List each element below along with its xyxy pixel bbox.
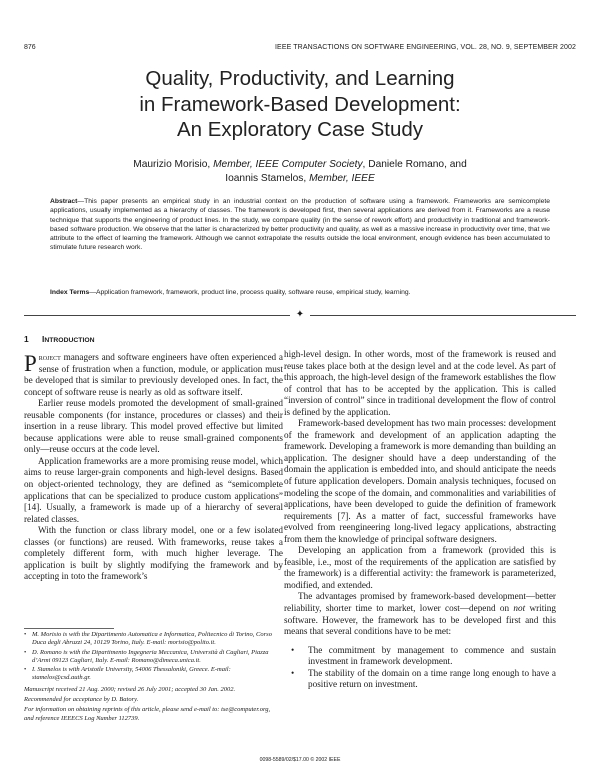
section-number: 1 xyxy=(24,334,29,344)
paragraph-8 xyxy=(284,591,556,637)
bullet-icon: • xyxy=(291,667,295,678)
footnotes xyxy=(24,631,279,723)
diamond-ornament-icon: ✦ xyxy=(295,309,305,320)
footnote-text: M. Morisio is with the Dipartimento Automatica e Informatica, Politecnico di Torino, Corso Duca degli Abruzzi 24, 10129 Torino, Italy. E-mail: morisio@polito.it. xyxy=(32,631,272,647)
bullet-icon: • xyxy=(24,648,27,656)
list-item xyxy=(284,645,556,668)
section-heading xyxy=(24,334,283,346)
smallcaps-lead: roject xyxy=(38,352,61,362)
author-1-role: Member, IEEE Computer Society xyxy=(213,159,363,170)
paragraph-2: Earlier reuse models promoted the development of small-grained reusable components (for instance, procedures or classes) and their insertion in a reuse library. This model proved effective but limited because applications were able to reuse small-grained components only—reuse occurs at the code level. xyxy=(24,398,283,455)
author-3-name: Ioannis Stamelos, xyxy=(225,173,310,184)
paragraph-1-text: managers and software engineers have often experienced a sense of frustration when a function, module, or application must be developed that is similar to previously developed ones. In fact, the concept of software reuse is nearly as old as software itself. xyxy=(24,352,283,397)
footnote-rule xyxy=(24,628,114,629)
paragraph-6: Framework-based development has two main processes: development of the framework and development of an application adapting the framework. Developing a framework is more demanding than building an application. The designer should have a deep understanding of the domain the application is embedded into, and should anticipate the needs of future application developers. Domain analysis techniques, focused on modeling the scope of the domain, and commonalities and variabilities of applications, have been developed to guide the definition of framework requirements [7]. As a matter of fact, successful frameworks have evolved from reengineering long-lived legacy applications, abstracting from them the knowledge of principal software designers. xyxy=(284,418,556,544)
divider-line-right xyxy=(310,315,576,316)
abstract xyxy=(50,197,550,253)
footnote-text: D. Romano is with the Dipartimento Ingegneria Meccanica, Università di Cagliari, Piazza d’Armi 09123 Cagliari, Italy. E-mail: Romano@dimeca.unica.it. xyxy=(32,648,269,664)
title-line-3: An Exploratory Case Study xyxy=(176,118,424,141)
footnote-affiliation-2 xyxy=(24,649,279,666)
author-line-2 xyxy=(0,172,600,186)
abstract-label: Abstract xyxy=(50,198,78,205)
paragraph-3: Application frameworks are a more promising reuse model, which aims to reuse larger-grain components and high-level designs. Based on object-oriented technology, they are defined as “semicomplete applications that can be specialized to produce custom applications” [14]. Usually, a framework is made up of a hierarchy of several related classes. xyxy=(24,455,283,524)
bullet-icon: • xyxy=(24,631,27,638)
paragraph-8-text-a: The advantages promised by framework-based development—better reliability, shorter time to market, lower cost—depend on xyxy=(284,591,556,614)
left-column xyxy=(24,334,283,583)
footnote-affiliation-1 xyxy=(24,631,279,648)
index-terms-text: —Application framework, framework, product line, process quality, software reuse, empirical study, learning. xyxy=(89,289,411,296)
manuscript-dates: Manuscript received 21 Aug. 2000; revised 26 July 2001; accepted 30 Jan. 2002. xyxy=(24,685,236,693)
paragraph-1 xyxy=(24,352,283,398)
bullet-icon: • xyxy=(24,666,27,674)
footnote-text: I. Stamelos is with Aristotle University, 54006 Thessaloniki, Greece. E-mail: stamelos@csd.auth.gr. xyxy=(32,666,231,682)
section-title-rest: NTRODUCTION xyxy=(44,337,95,344)
reprints-info: For information on obtaining reprints of this article, please send e-mail to: tse@computer.org, and reference IEEECS Log Number 112739. xyxy=(24,706,271,722)
author-line-1 xyxy=(0,158,600,172)
page-number: 876 xyxy=(24,44,36,51)
running-header xyxy=(24,44,576,56)
paragraph-4: With the function or class library model, one or a few isolated classes (or functions) are reused. With frameworks, reuse takes a completely different form, with much higher leverage. The application is built by slightly modifying the framework and by accepting in toto the framework’s xyxy=(24,525,283,582)
section-title-initial: I xyxy=(42,334,45,344)
bullet-icon: • xyxy=(291,644,295,655)
author-1-name: Maurizio Morisio, xyxy=(133,159,214,170)
list-item-text: The commitment by management to commence and sustain investment in framework development. xyxy=(308,644,556,667)
divider-line-left xyxy=(24,315,290,316)
abstract-text: —This paper presents an empirical study in an industrial context on the production of software using a framework. Frameworks are semicomplete applications, usually implemented as a hierarchy of classes. The framework is developed first, then several applications are derived from it. Frameworks are a reuse technique that supports the engineering of product lines. In the study, we compare quality (in the sense of rework effort) and productivity in traditional and framework-based software production. We observe that the latter is characterized by better productivity and quality, as well as a massive increase in productivity over time, that we attribute to the effect of learning the framework. Although we cannot extrapolate the results outside the local environment, enough evidence has been accumulated to stimulate future research work. xyxy=(50,198,550,252)
title-line-1: Quality, Productivity, and Learning xyxy=(145,67,455,90)
title-line-2: in Framework-Based Development: xyxy=(139,92,461,116)
index-terms xyxy=(50,288,550,297)
author-list xyxy=(0,158,600,186)
author-3-role: Member, IEEE xyxy=(309,173,375,184)
paragraph-5: high-level design. In other words, most of the framework is reused and reuse takes place both at the design level and at the code level. As part of this approach, the high-level design of the framework establishes the flow of control that has to be accepted by the application. This is called “inversion of control” since in traditional development the flow of control is defined by the application. xyxy=(284,349,556,417)
paragraph-7: Developing an application from a framework (provided this is feasible, i.e., most of the requirements of the application are satisfied by the framework) is a differential activity: the framework is parameterized, modified, and extended. xyxy=(284,545,556,590)
conditions-list xyxy=(284,645,556,691)
list-item xyxy=(284,668,556,691)
right-column xyxy=(284,349,556,691)
paragraph-8-emphasis: not xyxy=(513,603,526,614)
author-2-name: , Daniele Romano, and xyxy=(362,159,467,170)
paragraph-8-text-b: writing software. However, the framework has to be developed first and this means that several conditions have to be met: xyxy=(284,603,556,637)
index-terms-label: Index Terms xyxy=(50,289,90,296)
section-divider xyxy=(24,311,576,321)
list-item-text: The stability of the domain on a time range long enough to have a positive return on investment. xyxy=(308,667,556,690)
journal-name: IEEE TRANSACTIONS ON SOFTWARE ENGINEERING, VOL. 28, NO. 9, SEPTEMBER 2002 xyxy=(275,44,576,51)
drop-cap: P xyxy=(24,351,37,376)
footnote-affiliation-3 xyxy=(24,666,279,683)
paper-title xyxy=(0,66,600,143)
recommended-by: Recommended for acceptance by D. Batory. xyxy=(24,696,139,704)
copyright-line: 0098-5589/02/$17.00 © 2002 IEEE xyxy=(259,757,341,763)
